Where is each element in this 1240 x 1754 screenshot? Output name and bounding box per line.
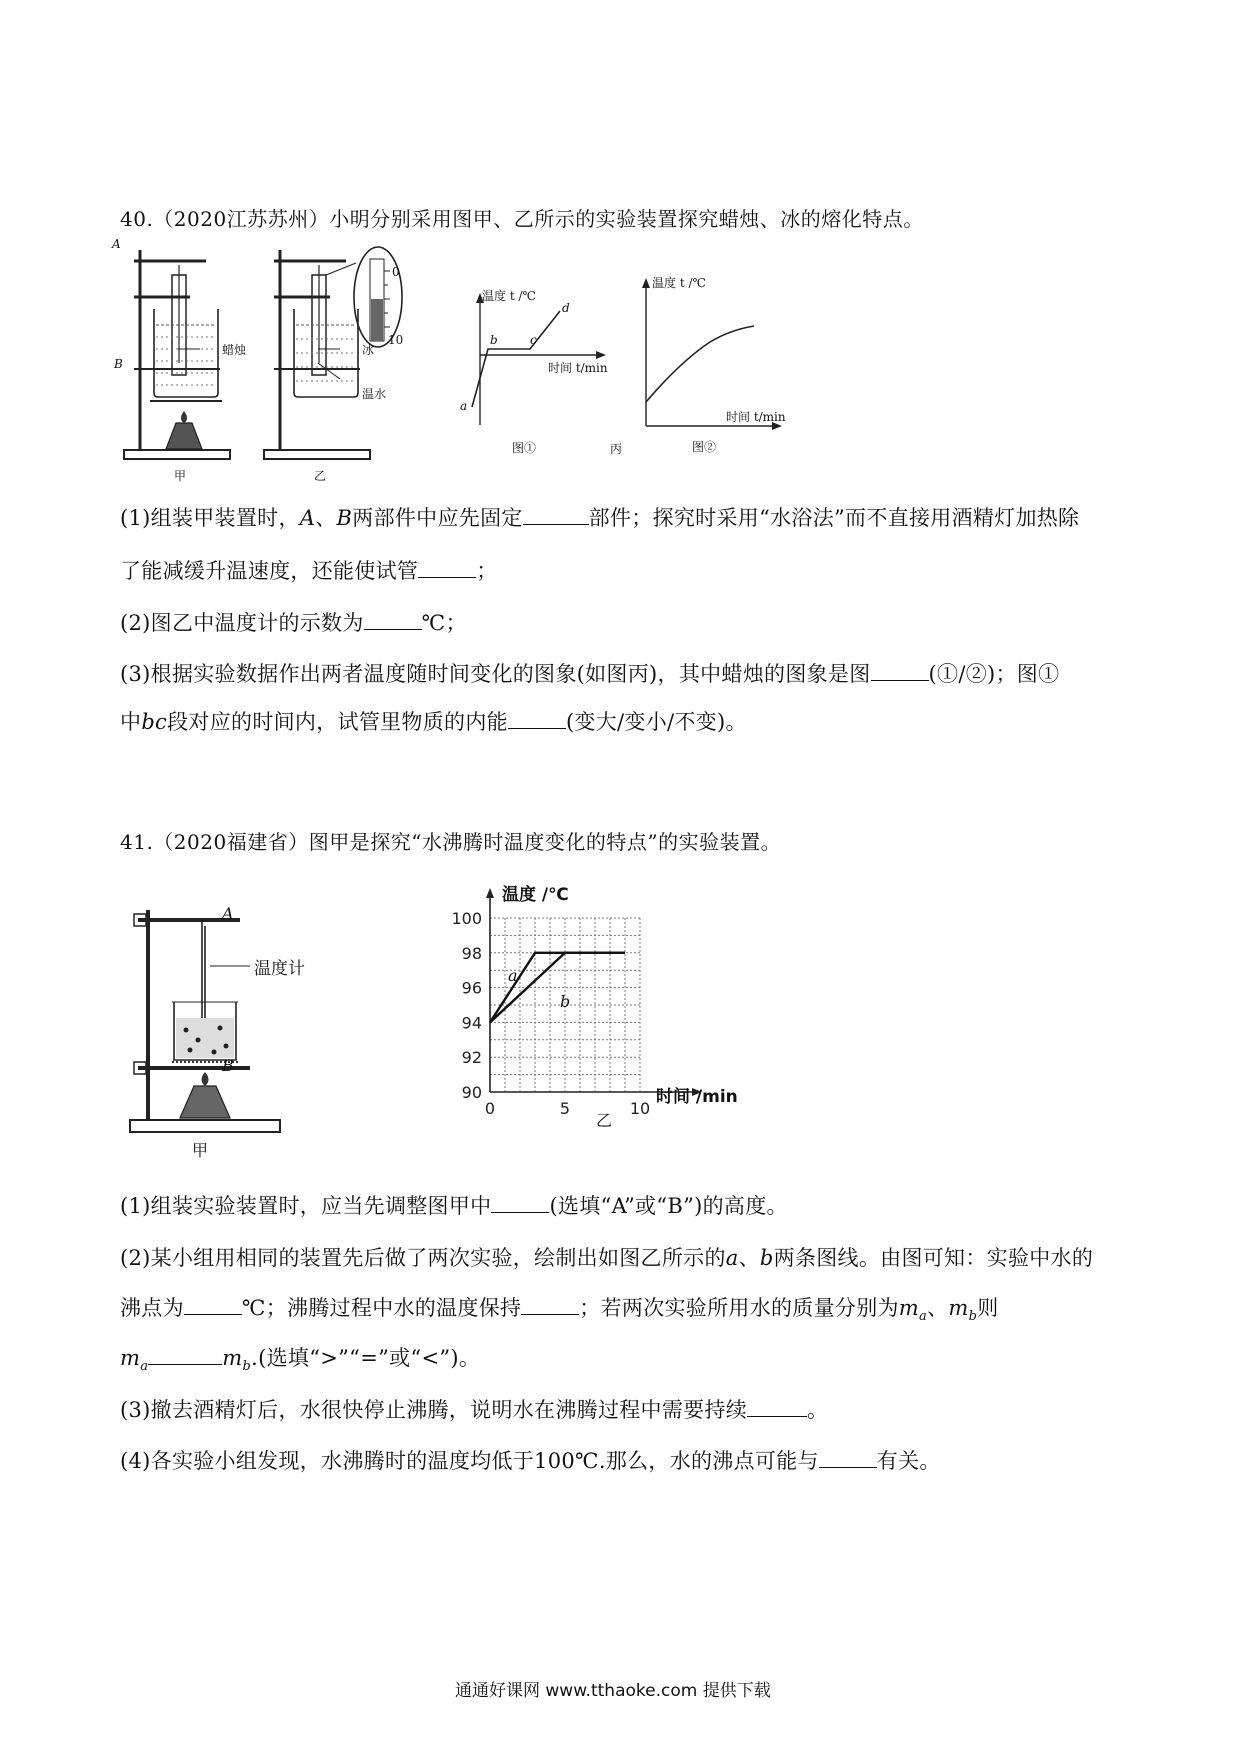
label-thermometer: 温度计 [254, 959, 305, 979]
label-yi: 乙 [314, 469, 327, 483]
y-tick-label: 90 [461, 1083, 482, 1102]
q40-line-4: (3)根据实验数据作出两者温度随时间变化的图象(如图丙)，其中蜡烛的图象是图 (①/②)；图① [120, 662, 1060, 686]
q40-figure-jia [110, 237, 250, 483]
label-therm-0: 0 [392, 265, 400, 279]
y-tick-label: 98 [461, 943, 482, 963]
q40-line-2: 了能减缓升温速度，还能使试管 ； [120, 559, 498, 583]
line-b-label: b [560, 992, 571, 1011]
chart-xlabel: 时间 /min [656, 1087, 738, 1107]
q41-line-1: (1)组装实验装置时，应当先调整图甲中 (选填“A”或“B”)的高度。 [120, 1194, 788, 1218]
g1-b: b [490, 333, 498, 347]
q41-line-3: 沸点为 ℃；沸腾过程中水的温度保持 ；若两次实验所用水的质量分别为$m_a$、$m_b$则 [120, 1296, 999, 1325]
q40-line-5: 中bc段对应的时间内，试管里物质的内能 (变大/变小/不变)。 [120, 710, 747, 734]
label-wax: 蜡烛 [222, 343, 247, 357]
q41-title: 41.（2020福建省）图甲是探究“水沸腾时温度变化的特点”的实验装置。 [120, 830, 782, 854]
g2-xlabel: 时间 t/min [726, 410, 786, 424]
answer-blank[interactable] [364, 611, 422, 630]
q40-title: 40.（2020江苏苏州）小明分别采用图甲、乙所示的实验装置探究蜡烛、冰的熔化特点。 [120, 207, 924, 231]
q40-graph-1 [460, 285, 610, 459]
y-tick-label: 94 [461, 1013, 482, 1033]
q41-line-4: $m_a$ $m_b$.(选填“>”“=”或“<”)。 [120, 1346, 481, 1375]
page-footer: 通通好课网 www.tthaoke.com 提供下载 [455, 1681, 771, 1701]
g2-caption: 图② [692, 440, 717, 454]
g2-ylabel: 温度 t /℃ [652, 276, 706, 290]
answer-blank[interactable] [148, 1346, 222, 1365]
label-B: B [222, 1056, 234, 1075]
q40-figure-yi [250, 245, 450, 483]
label-yi: 乙 [596, 1111, 613, 1130]
answer-blank[interactable] [523, 506, 589, 525]
label-ice: 冰 [362, 343, 375, 357]
answer-blank[interactable] [819, 1449, 877, 1468]
label-jia: 甲 [192, 1141, 209, 1160]
x-tick-label: 5 [559, 1099, 571, 1118]
label-B: B [114, 357, 123, 371]
answer-blank[interactable] [747, 1398, 807, 1417]
answer-blank[interactable] [418, 559, 476, 578]
answer-blank[interactable] [508, 710, 566, 729]
g1-ylabel: 温度 t /℃ [482, 289, 536, 303]
y-tick-label: 100 [451, 909, 482, 928]
label-water: 温水 [362, 387, 387, 401]
label-jia: 甲 [174, 469, 187, 483]
y-tick-label: 96 [461, 978, 482, 998]
line-a-label: a [508, 966, 518, 985]
answer-blank[interactable] [521, 1296, 579, 1315]
g1-c: c [530, 333, 537, 347]
label-A: A [222, 904, 234, 923]
chart-ylabel: 温度 /℃ [502, 885, 569, 905]
y-axis-arrow [486, 888, 494, 898]
g1-caption: 图① [512, 441, 537, 455]
q41-chart [440, 870, 760, 1134]
label-bing: 丙 [610, 442, 623, 456]
answer-blank[interactable] [871, 662, 929, 681]
q40-line-3: (2)图乙中温度计的示数为 ℃； [120, 611, 467, 635]
q41-line-6: (4)各实验小组发现，水沸腾时的温度均低于100℃.那么，水的沸点可能与 有关。 [120, 1449, 941, 1473]
answer-blank[interactable] [184, 1296, 242, 1315]
x-tick-label: 0 [484, 1099, 496, 1118]
x-tick-label: 10 [629, 1099, 651, 1118]
g1-xlabel: 时间 t/min [548, 361, 608, 375]
y-tick-label: 92 [461, 1048, 482, 1068]
label-A: A [112, 237, 121, 251]
g1-d: d [562, 301, 570, 315]
label-therm-10: 10 [388, 333, 404, 347]
q40-graph-2 [630, 270, 790, 454]
g1-a: a [460, 399, 468, 413]
answer-blank[interactable] [491, 1194, 549, 1213]
q41-figure-jia [120, 890, 350, 1160]
q41-line-2: (2)某小组用相同的装置先后做了两次实验，绘制出如图乙所示的a、b两条图线。由图可知：实验中水的 [120, 1246, 1094, 1270]
q41-line-5: (3)撤去酒精灯后，水很快停止沸腾，说明水在沸腾过程中需要持续 。 [120, 1398, 829, 1422]
q40-line-1: (1)组装甲装置时，A、B两部件中应先固定 部件；探究时采用“水浴法”而不直接用酒精灯加热除 [120, 506, 1080, 530]
